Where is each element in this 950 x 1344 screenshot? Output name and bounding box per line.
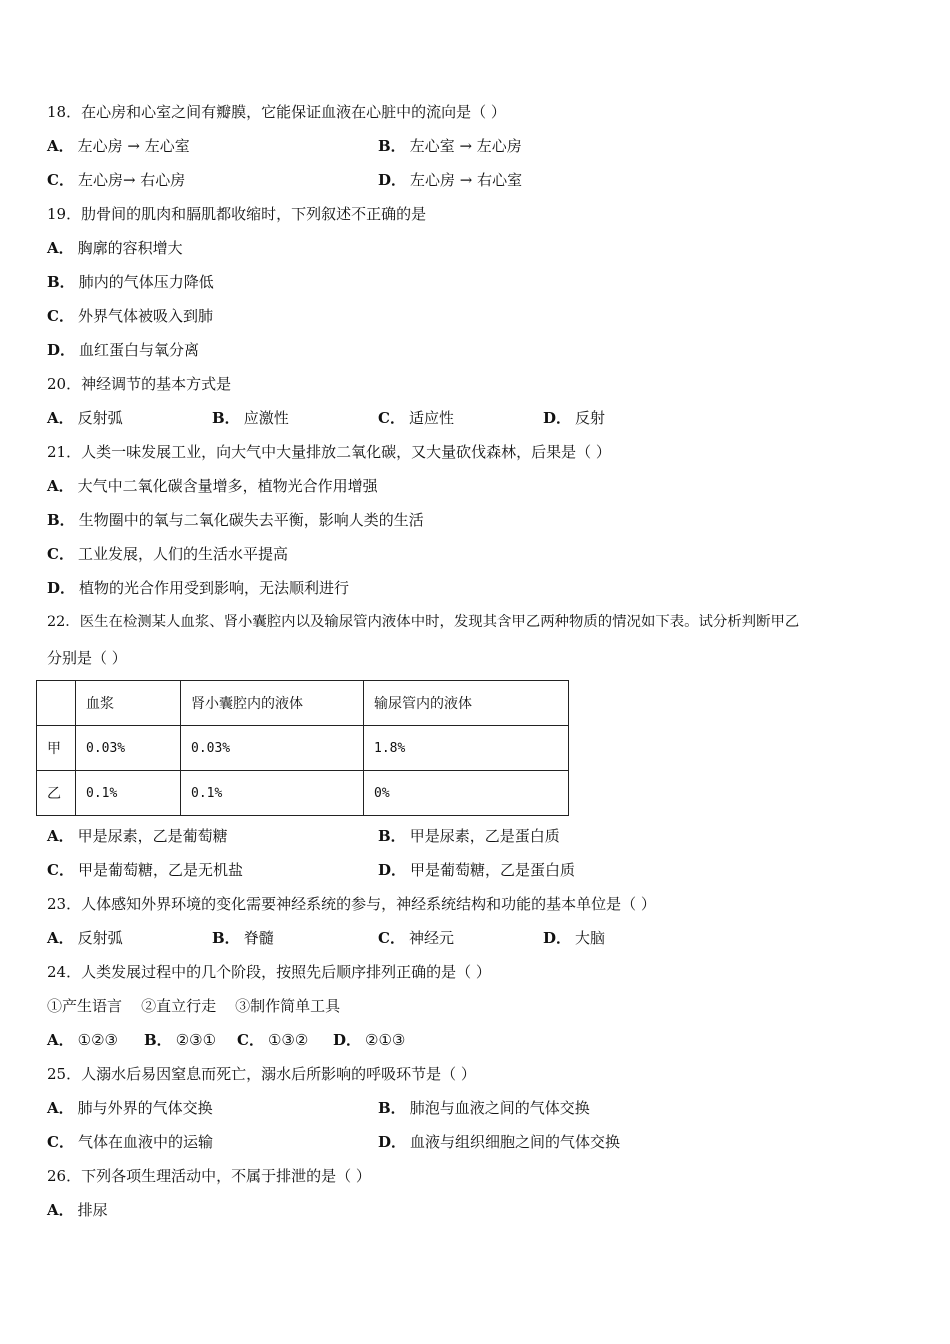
q22-option-c: C． 甲是葡萄糖，乙是无机盐 [47,861,243,879]
q22-option-d: D． 甲是葡萄糖，乙是蛋白质 [378,861,576,879]
q22-data-table [36,680,569,816]
table-cell: 0.1% [76,771,181,816]
table-cell: 乙 [37,771,76,816]
q19-option-d: D． 血红蛋白与氧分离 [47,341,200,359]
table-row [37,771,569,816]
table-header-cell [37,681,76,726]
q22-option-a: A． 甲是尿素，乙是葡萄糖 [47,827,228,845]
q20-option-a: A． 反射弧 [47,409,123,427]
q23-option-c: C． 神经元 [378,929,454,947]
q18-option-b: B． 左心室 → 左心房 [378,137,522,155]
q21-option-a: A． 大气中二氧化碳含量增多，植物光合作用增强 [47,477,378,495]
table-row [37,726,569,771]
q24-option-d: D． ②①③ [333,1031,406,1049]
q25-option-b: B． 肺泡与血液之间的气体交换 [378,1099,590,1117]
q19-option-a: A． 胸廓的容积增大 [47,239,183,257]
q24-option-c: C． ①③② [237,1031,309,1049]
table-cell: 甲 [37,726,76,771]
q19-stem: 19．肋骨间的肌肉和膈肌都收缩时，下列叙述不正确的是 [47,205,427,223]
q19-option-c: C． 外界气体被吸入到肺 [47,307,213,325]
table-cell: 0.03% [76,726,181,771]
table-header-cell: 肾小囊腔内的液体 [181,681,364,726]
q23-option-d: D． 大脑 [543,929,606,947]
q21-option-c: C． 工业发展，人们的生活水平提高 [47,545,288,563]
q19-option-b: B． 肺内的气体压力降低 [47,273,214,291]
q22-option-b: B． 甲是尿素，乙是蛋白质 [378,827,560,845]
table-header-cell: 血浆 [76,681,181,726]
q24-option-a: A． ①②③ [47,1031,118,1049]
q25-option-d: D． 血液与组织细胞之间的气体交换 [378,1133,621,1151]
q20-option-d: D． 反射 [543,409,606,427]
q24-stem: 24．人类发展过程中的几个阶段，按照先后顺序排列正确的是（ ） [47,963,491,981]
q18-option-c: C． 左心房→ 右心房 [47,171,186,189]
table-cell: 0.03% [181,726,364,771]
q25-option-a: A． 肺与外界的气体交换 [47,1099,213,1117]
q23-stem: 23．人体感知外界环境的变化需要神经系统的参与，神经系统结构和功能的基本单位是（ ） [47,895,656,913]
q22-stem-line2: 分别是（ ） [47,649,127,667]
q26-stem: 26．下列各项生理活动中，不属于排泄的是（ ） [47,1167,371,1185]
q24-items: ①产生语言 ②直立行走 ③制作简单工具 [47,997,341,1015]
q25-option-c: C． 气体在血液中的运输 [47,1133,213,1151]
q18-option-a: A． 左心房 → 左心室 [47,137,190,155]
q18-stem: 18．在心房和心室之间有瓣膜，它能保证血液在心脏中的流向是（ ） [47,103,506,121]
q18-option-d: D． 左心房 → 右心室 [378,171,523,189]
q20-option-c: C． 适应性 [378,409,454,427]
q21-option-b: B． 生物圈中的氧与二氧化碳失去平衡，影响人类的生活 [47,511,424,529]
table-cell: 0% [364,771,569,816]
q23-option-a: A． 反射弧 [47,929,123,947]
q20-stem: 20．神经调节的基本方式是 [47,375,232,393]
q21-option-d: D． 植物的光合作用受到影响，无法顺利进行 [47,579,350,597]
q26-option-a: A． 排尿 [47,1201,108,1219]
table-cell: 0.1% [181,771,364,816]
q22-stem-line1: 22．医生在检测某人血浆、肾小囊腔内以及输尿管内液体中时，发现其含甲乙两种物质的情况如下表。试分析判断甲乙 [47,614,800,630]
table-header-cell: 输尿管内的液体 [364,681,569,726]
q21-stem: 21．人类一味发展工业，向大气中大量排放二氧化碳，又大量砍伐森林，后果是（ ） [47,443,611,461]
q23-option-b: B． 脊髓 [212,929,274,947]
q25-stem: 25．人溺水后易因窒息而死亡，溺水后所影响的呼吸环节是（ ） [47,1065,476,1083]
q20-option-b: B． 应激性 [212,409,289,427]
table-cell: 1.8% [364,726,569,771]
table-header-row [37,681,569,726]
q24-option-b: B． ②③① [144,1031,217,1049]
